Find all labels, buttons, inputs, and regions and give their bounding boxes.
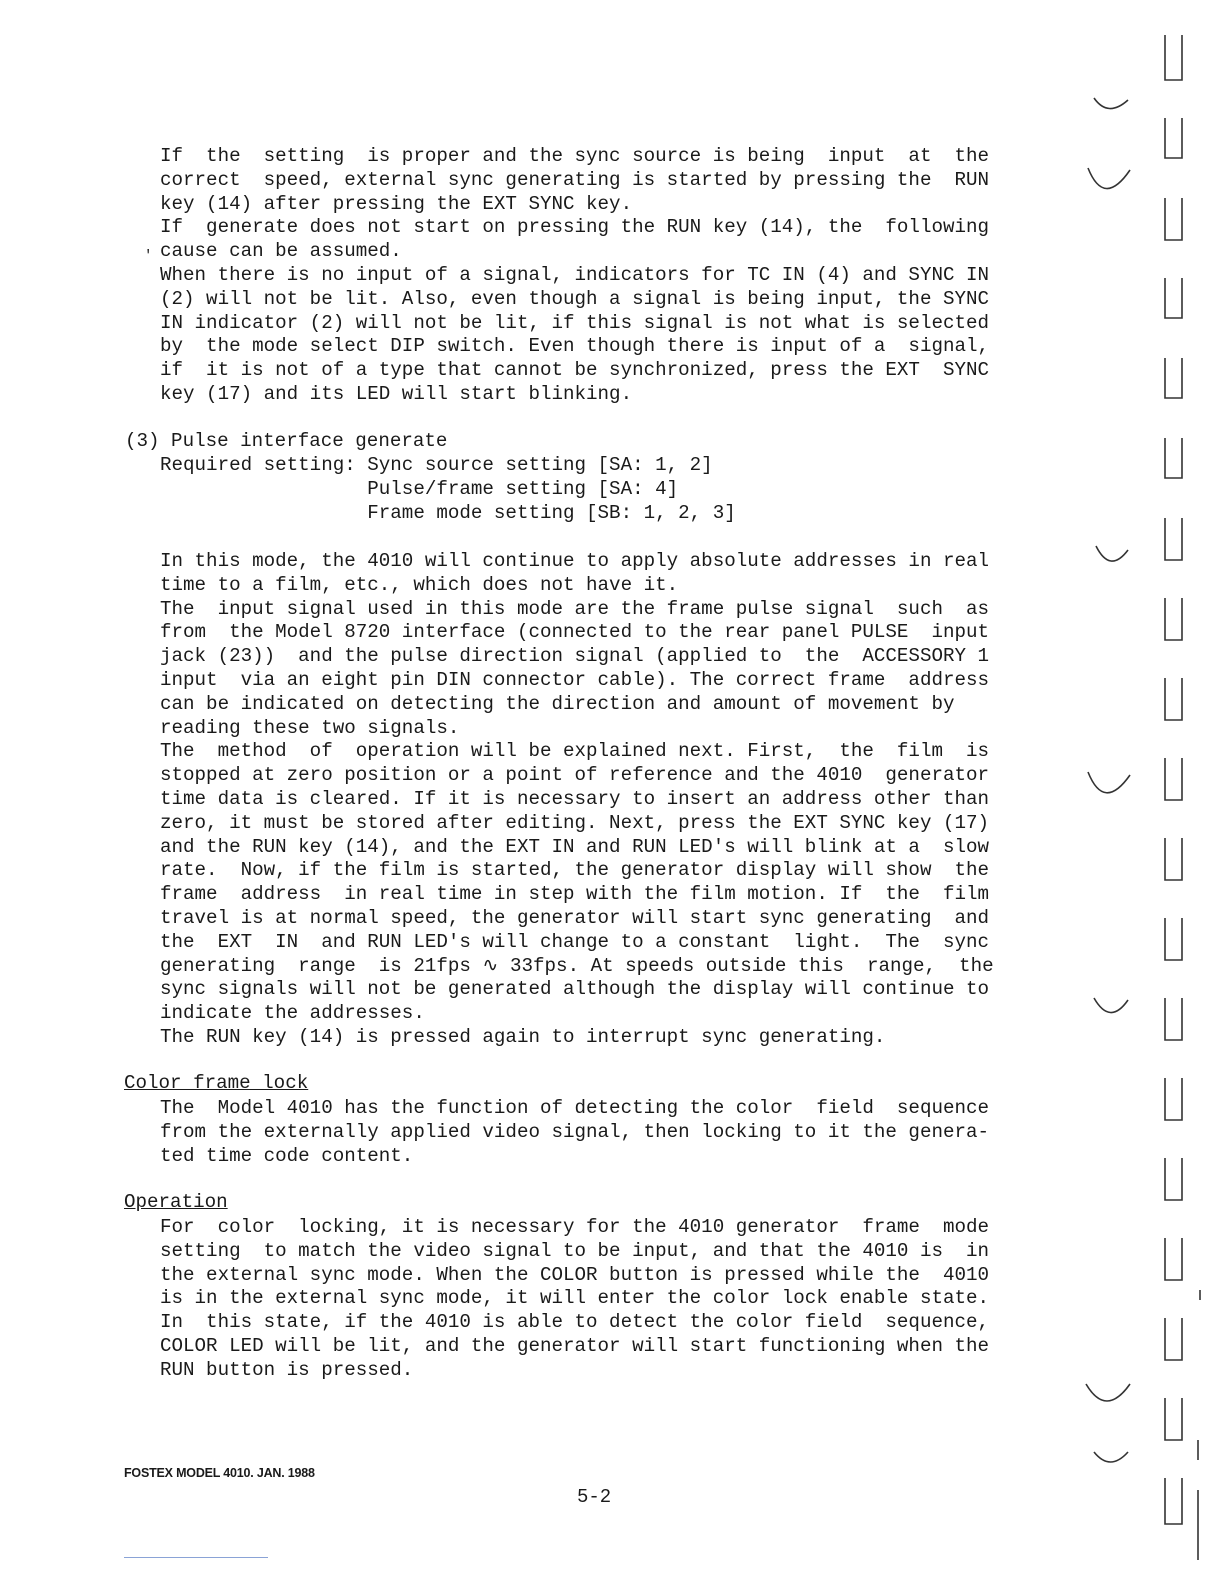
paragraph-color-frame-lock: The Model 4010 has the function of detecting the color field sequence from the externally applied video signal, then locking to it the genera- ted time code content. <box>160 1097 990 1167</box>
page-number: 5-2 <box>577 1486 612 1508</box>
heading-color-frame-lock: Color frame lock <box>124 1072 309 1094</box>
section-title-pulse-interface: (3) Pulse interface generate <box>125 430 448 452</box>
bottom-rule <box>124 1557 268 1558</box>
paragraph-pulse-mode: In this mode, the 4010 will continue to apply absolute addresses in real time to a film, etc., which does not have it. The input signal used in this mode are the frame pulse signal such as from the Model 8720 interface (connected to the rear panel PULSE input jack (23)) and the pulse direction signal (applied to the ACCESSORY 1 input via an eight pin DIN connector cable). The correct frame address can be indicated on detecting the direction and amount of movement by reading these two signals. The method of operation will be explained next. First, the film is stopped at zero position or a point of reference and the 4010 generator time data is cleared. If it is necessary to insert an address other than zero, it must be stored after editing. Next, press the EXT SYNC key (17) and the RUN key (14), and the EXT IN and RUN LED's will blink at a slow rate. Now, if the film is started, the generator display will show the frame address in real time in step with the film motion. If the film travel is at normal speed, the generator will start sync generating and the EXT IN and RUN LED's will change to a constant light. The sync generating range is 21fps ∿ 33fps. At speeds outside this range, the sync signals will not be generated although the display will continue to indicate the addresses. The RUN key (14) is pressed again to interrupt sync generating. <box>160 550 994 1048</box>
binder-edge-marks <box>1070 0 1224 1584</box>
footer-document-id: FOSTEX MODEL 4010. JAN. 1988 <box>124 1466 315 1480</box>
paragraph-operation: For color locking, it is necessary for the 4010 generator frame mode setting to match the video signal to be input, and that the 4010 is in the external sync mode. When the COLOR button is pressed while the 4010 is in the external sync mode, it will enter the color lock enable state. In this state, if the 4010 is able to detect the color field sequence, COLOR LED will be lit, and the generator will start functioning when the RUN button is pressed. <box>160 1216 990 1381</box>
stray-mark: ′ <box>144 248 153 264</box>
heading-operation: Operation <box>124 1191 228 1213</box>
paragraph-external-sync: If the setting is proper and the sync source is being input at the correct speed, external sync generating is started by pressing the RUN key (14) after pressing the EXT SYNC key. If generate does not start on pressing the RUN key (14), the following cause can be assumed. When there is no input of a signal, indicators for TC IN (4) and SYNC IN (2) will not be lit. Also, even though a signal is being input, the SYNC IN indicator (2) will not be lit, if this signal is not what is selected by the mode select DIP switch. Even though there is input of a signal, if it is not of a type that cannot be synchronized, press the EXT SYNC key (17) and its LED will start blinking. <box>160 145 990 405</box>
required-settings: Required setting: Sync source setting [SA: 1, 2] Pulse/frame setting [SA: 4] Frame mode setting [SB: 1, 2, 3] <box>160 454 736 524</box>
